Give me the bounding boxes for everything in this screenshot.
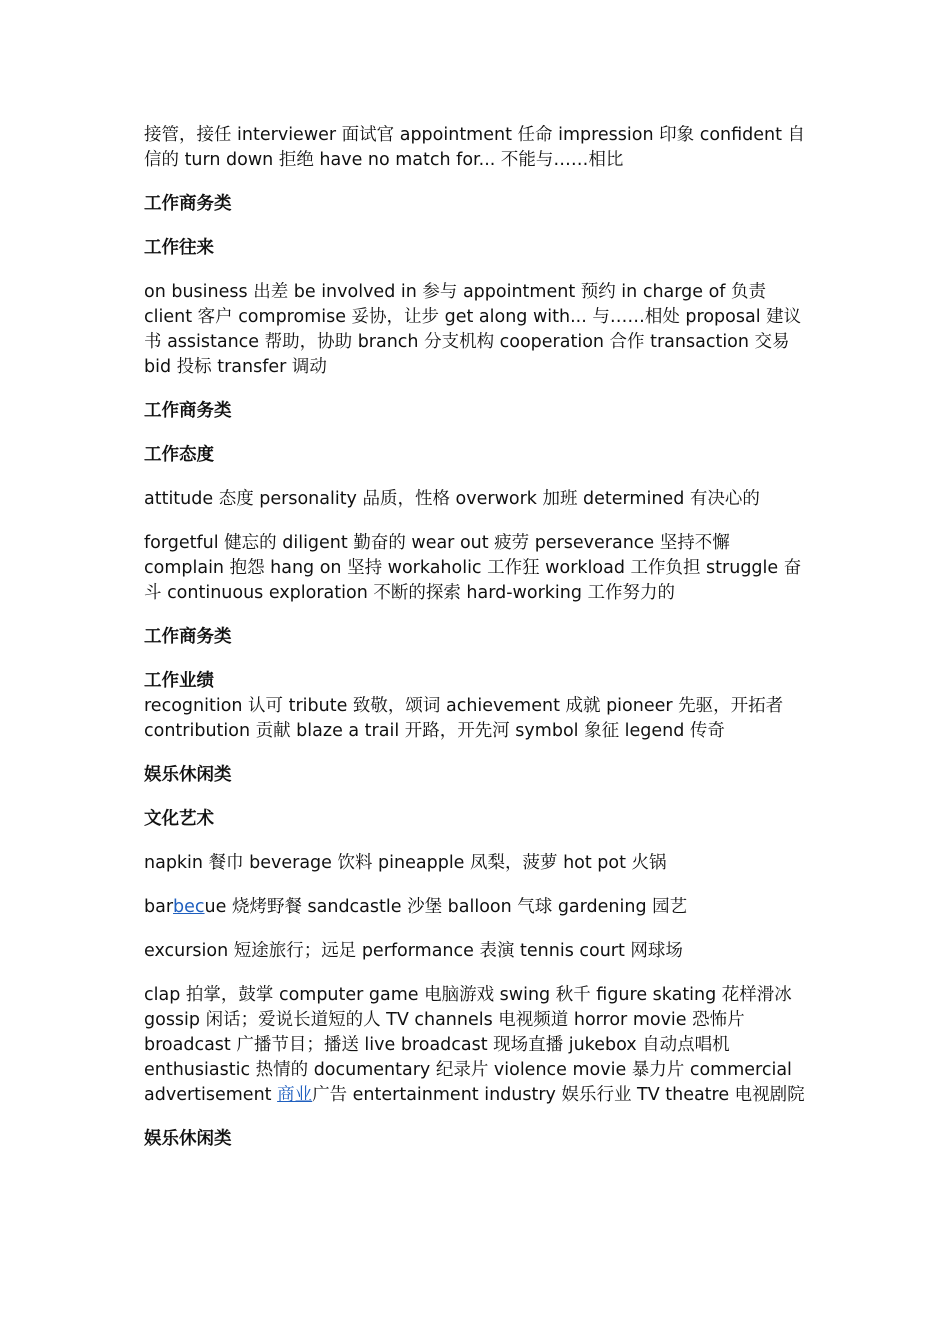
subheading-culture-art: 文化艺术	[144, 809, 214, 829]
paragraph-work-contacts-vocab: on business 出差 be involved in 参与 appointment 预约 in charge of 负责 client 客户 compromise 妥协，让步 get along with... 与……相处 proposal 建议书 assistance 帮助，协助 branch 分支机构 cooperation 合作 transaction 交易 bid 投标 transfer 调动	[144, 282, 802, 377]
document-page	[144, 123, 814, 1171]
paragraph-attitude-vocab-2: forgetful 健忘的 diligent 勤奋的 wear out 疲劳 perseverance 坚持不懈 complain 抱怨 hang on 坚持 workaholic 工作狂 workload 工作负担 struggle 奋斗 continuous exploration 不断的探索 hard-working 工作努力的	[144, 533, 802, 603]
text-segment: bar	[144, 897, 174, 917]
paragraph-performance-vocab: recognition 认可 tribute 致敬，颂词 achievement 成就 pioneer 先驱，开拓者 contribution 贡献 blaze a trail 开路，开先河 symbol 象征 legend 传奇	[144, 696, 784, 741]
section-heading-business: 工作商务类	[144, 194, 232, 214]
inline-link[interactable]: bec	[173, 897, 205, 917]
section-heading-business: 工作商务类	[144, 627, 232, 647]
paragraph-leisure-vocab-3: excursion 短途旅行；远足 performance 表演 tennis court 网球场	[144, 941, 683, 961]
subheading-work-attitude: 工作态度	[144, 445, 214, 465]
paragraph-leisure-vocab-2	[144, 895, 814, 920]
paragraph-attitude-vocab-1: attitude 态度 personality 品质，性格 overwork 加班 determined 有决心的	[144, 489, 760, 509]
text-segment: 广告 entertainment industry 娱乐行业 TV theatre 电视剧院	[312, 1085, 805, 1105]
section-heading-business: 工作商务类	[144, 401, 232, 421]
paragraph-interview-vocab: 接管，接任 interviewer 面试官 appointment 任命 impression 印象 confident 自信的 turn down 拒绝 have no match for... 不能与……相比	[144, 125, 806, 170]
subheading-work-performance: 工作业绩	[144, 671, 214, 691]
section-heading-leisure: 娱乐休闲类	[144, 1129, 232, 1149]
text-segment: clap 拍掌，鼓掌 computer game 电脑游戏 swing 秋千 figure skating 花样滑冰 gossip 闲话；爱说长道短的人 TV channels 电视频道 horror movie 恐怖片 broadcast 广播节目；播送 live broadcast 现场直播 jukebox 自动点唱机 enthusiastic 热情的 documentary 纪录片 violence movie 暴力片 commercial advertisement	[144, 985, 792, 1105]
text-segment: ue 烧烤野餐 sandcastle 沙堡 balloon 气球 gardening 园艺	[204, 897, 688, 917]
section-heading-leisure: 娱乐休闲类	[144, 765, 232, 785]
paragraph-leisure-vocab-4	[144, 983, 814, 1108]
inline-link[interactable]: 商业	[277, 1085, 313, 1105]
paragraph-leisure-vocab-1: napkin 餐巾 beverage 饮料 pineapple 凤梨，菠萝 hot pot 火锅	[144, 853, 667, 873]
subheading-work-contacts: 工作往来	[144, 238, 214, 258]
